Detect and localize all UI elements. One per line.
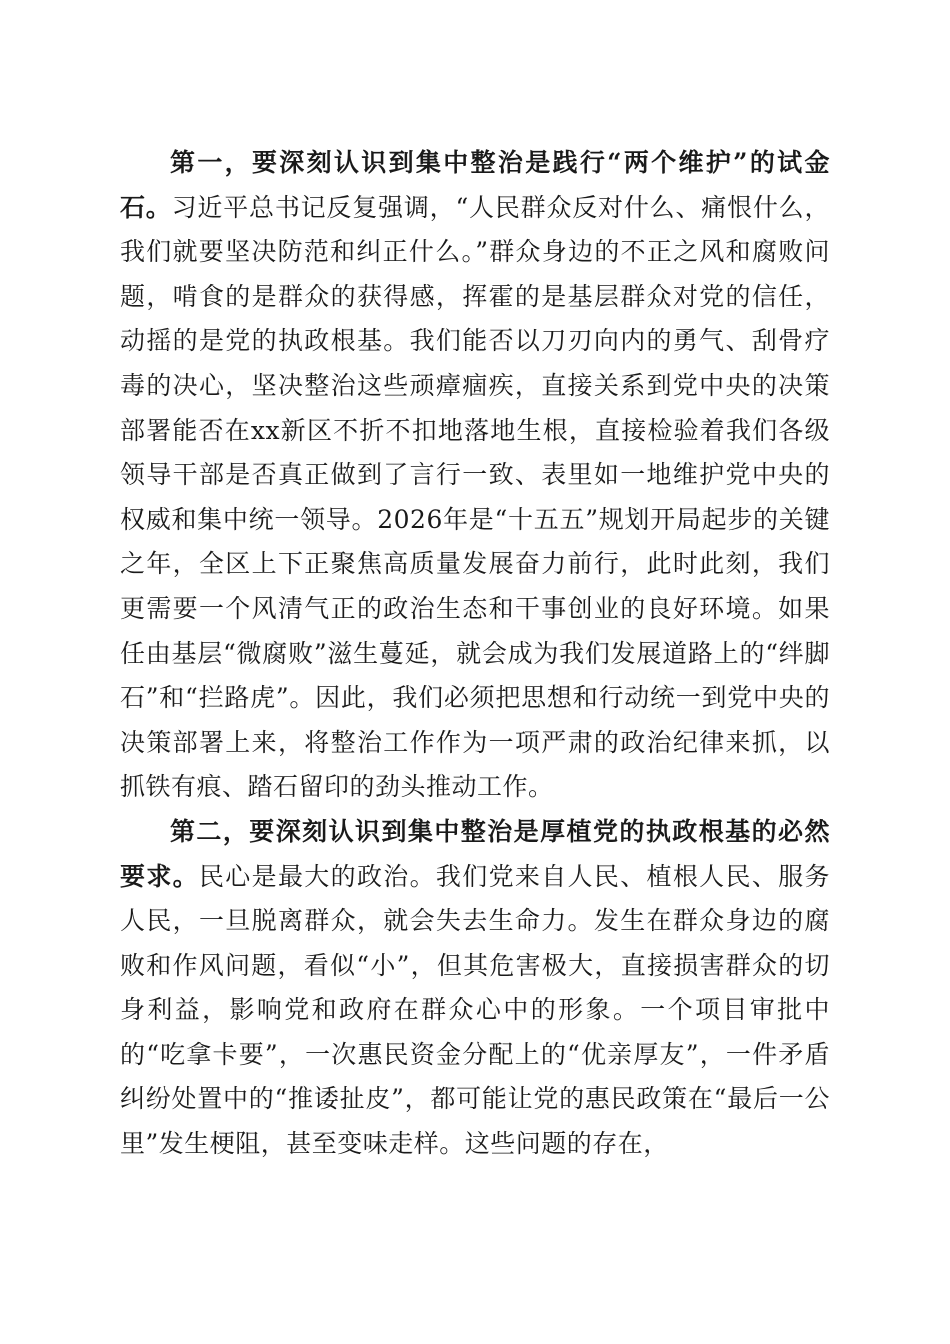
paragraph-2-text: 民心是最大的政治。我们党来自人民、植根人民、服务人民，一旦脱离群众，就会失去生命力。发生在群众身边的腐败和作风问题，看似“小”，但其危害极大，直接损害群众的切身利益，影响党和政府在群众心中的形象。一个项目审批中的“吃拿卡要”，一次惠民资金分配上的“优亲厚友”，一件矛盾纠纷处置中的“推诿扯皮”，都可能让党的惠民政策在“最后一公里”发生梗阻，甚至变味走样。这些问题的存在， bbox=[120, 861, 830, 1159]
paragraph-1 bbox=[120, 141, 830, 810]
paragraph-1-text: 习近平总书记反复强调，“人民群众反对什么、痛恨什么，我们就要坚决防范和纠正什么。”群众身边的不正之风和腐败问题，啃食的是群众的获得感，挥霍的是基层群众对党的信任，动摇的是党的执政根基。我们能否以刀刃向内的勇气、刮骨疗毒的决心，坚决整治这些顽瘴痼疾，直接关系到党中央的决策部署能否在xx新区不折不扣地落地生根，直接检验着我们各级领导干部是否真正做到了言行一致、表里如一地维护党中央的权威和集中统一领导。2026年是“十五五”规划开局起步的关键之年，全区上下正聚焦高质量发展奋力前行，此时此刻，我们更需要一个风清气正的政治生态和干事创业的良好环境。如果任由基层“微腐败”滋生蔓延，就会成为我们发展道路上的“绊脚石”和“拦路虎”。因此，我们必须把思想和行动统一到党中央的决策部署上来，将整治工作作为一项严肃的政治纪律来抓，以抓铁有痕、踏石留印的劲头推动工作。 bbox=[120, 192, 830, 802]
paragraph-1-heading: 第一，要深刻认识到集中整治是践行“两个维护”的试金石。 bbox=[120, 148, 830, 222]
paragraph-2 bbox=[120, 810, 830, 1167]
document-body bbox=[120, 141, 830, 1167]
paragraph-2-heading: 第二，要深刻认识到集中整治是厚植党的执政根基的必然要求。 bbox=[120, 816, 830, 891]
